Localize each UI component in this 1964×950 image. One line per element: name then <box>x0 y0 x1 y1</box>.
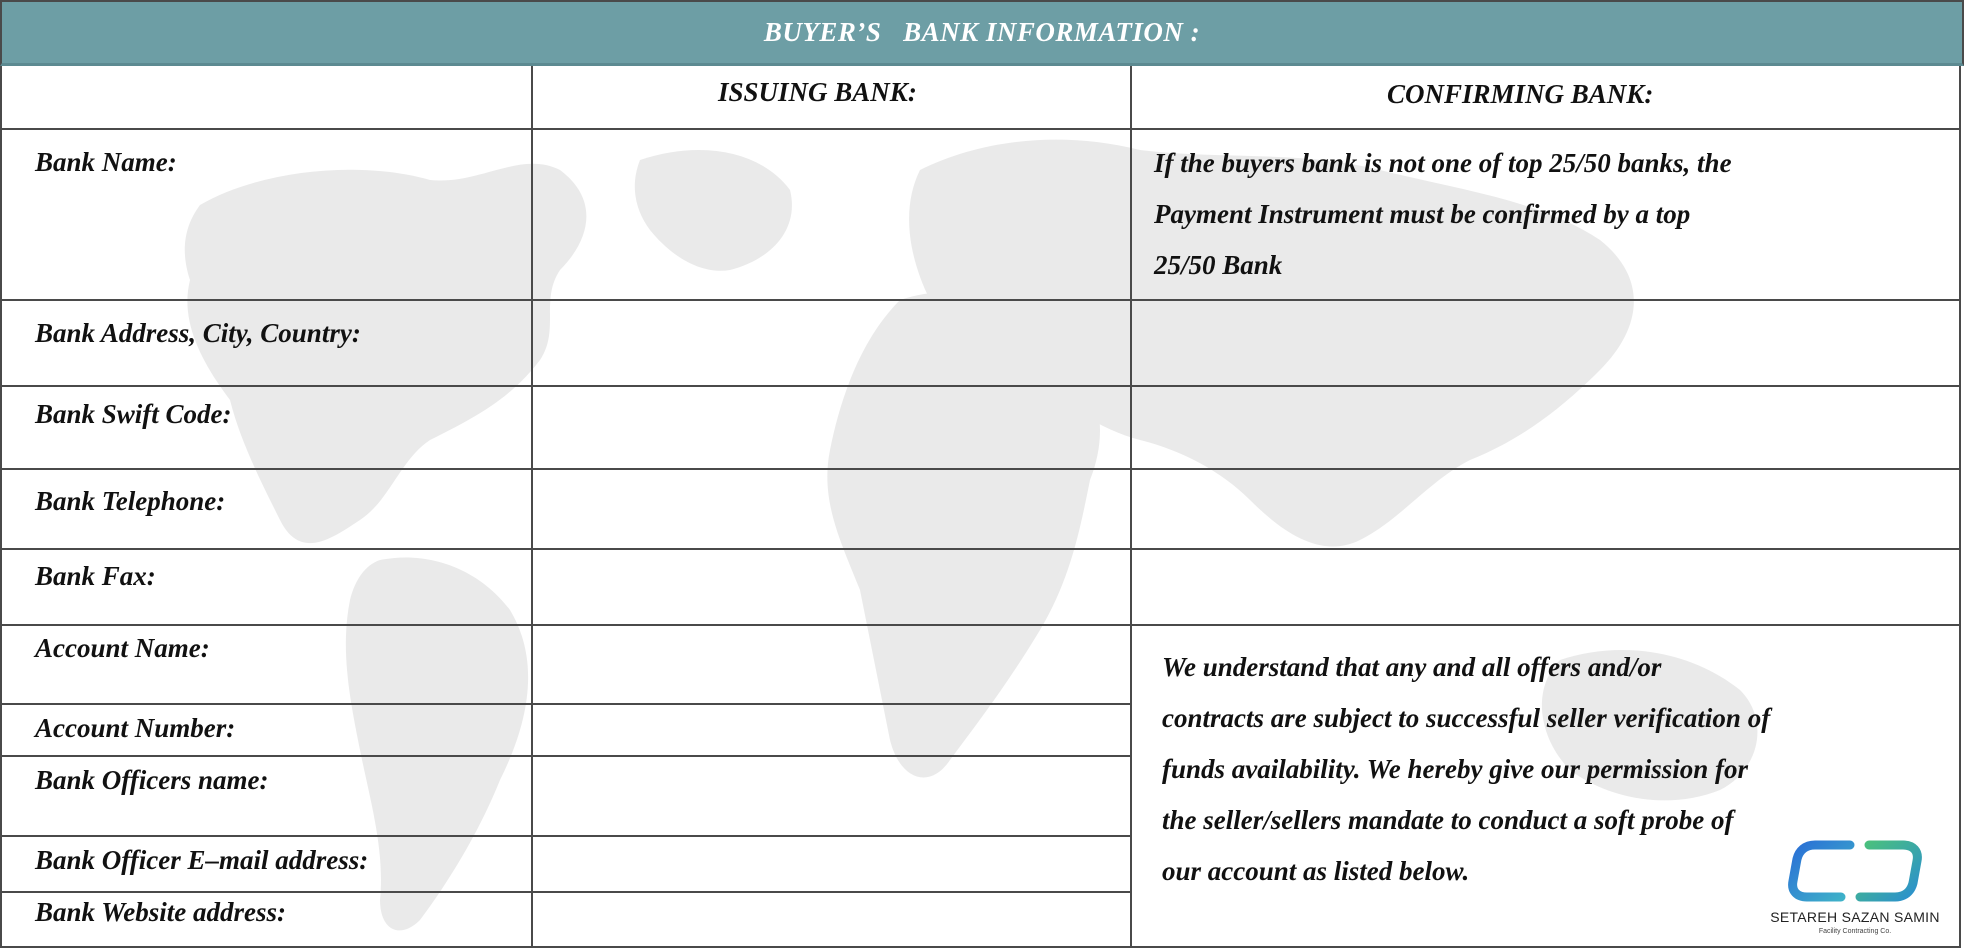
bank-address-label: Bank Address, City, Country: <box>35 318 361 348</box>
statement-line: the seller/sellers mandate to conduct a soft probe of <box>1162 805 1734 835</box>
issuing-bank-header: ISSUING BANK: <box>718 77 917 107</box>
confirming-swift-code-field[interactable] <box>1132 387 1961 470</box>
confirming-bank-header-cell <box>1132 66 1961 130</box>
account-name-label-cell <box>0 626 533 705</box>
account-number-label-cell <box>0 705 533 757</box>
officer-email-field[interactable] <box>533 837 1132 893</box>
statement-line: We understand that any and all offers and/or <box>1162 652 1662 682</box>
fax-label: Bank Fax: <box>35 561 156 591</box>
swift-code-label-cell <box>0 387 533 470</box>
website-label: Bank Website address: <box>35 897 287 927</box>
fax-label-cell <box>0 550 533 626</box>
telephone-label-cell <box>0 470 533 550</box>
statement-line: funds availability. We hereby give our permission for <box>1162 754 1748 784</box>
confirming-note-line: 25/50 Bank <box>1154 250 1283 280</box>
issuing-bank-address-field[interactable] <box>533 301 1132 387</box>
confirming-fax-field[interactable] <box>1132 550 1961 626</box>
telephone-label: Bank Telephone: <box>35 486 226 516</box>
account-number-label: Account Number: <box>35 713 236 743</box>
account-name-label: Account Name: <box>35 633 210 663</box>
officers-name-label: Bank Officers name: <box>35 765 269 795</box>
header-corner-cell <box>0 66 533 130</box>
confirming-bank-header: CONFIRMING BANK: <box>1387 79 1654 109</box>
bank-address-label-cell <box>0 301 533 387</box>
confirming-note-line: If the buyers bank is not one of top 25/50 banks, the <box>1154 148 1732 178</box>
form-title: BUYER’S BANK INFORMATION : <box>0 0 1964 66</box>
bank-name-label-cell <box>0 130 533 301</box>
officers-name-field[interactable] <box>533 757 1132 837</box>
company-logo <box>1755 835 1955 947</box>
issuing-telephone-field[interactable] <box>533 470 1132 550</box>
logo-mark-icon <box>1755 835 1955 905</box>
confirming-bank-address-field[interactable] <box>1132 301 1961 387</box>
officer-email-label: Bank Officer E–mail address: <box>35 845 369 875</box>
statement-line: contracts are subject to successful seller verification of <box>1162 703 1771 733</box>
swift-code-label: Bank Swift Code: <box>35 399 232 429</box>
bank-name-label: Bank Name: <box>35 147 177 177</box>
logo-company-name: SETAREH SAZAN SAMIN <box>1770 909 1940 925</box>
website-field[interactable] <box>533 893 1132 948</box>
website-label-cell <box>0 893 533 948</box>
officer-email-label-cell <box>0 837 533 893</box>
issuing-bank-header-cell <box>533 66 1132 130</box>
account-name-field[interactable] <box>533 626 1132 705</box>
logo-tagline: Facility Contracting Co. <box>1818 928 1892 935</box>
issuing-swift-code-field[interactable] <box>533 387 1132 470</box>
statement-line: our account as listed below. <box>1162 856 1470 886</box>
verification-statement <box>1162 642 1770 897</box>
confirming-note-line: Payment Instrument must be confirmed by a top <box>1154 199 1691 229</box>
issuing-fax-field[interactable] <box>533 550 1132 626</box>
account-number-field[interactable] <box>533 705 1132 757</box>
confirming-note-cell <box>1132 130 1961 301</box>
confirming-telephone-field[interactable] <box>1132 470 1961 550</box>
issuing-bank-name-field[interactable] <box>533 130 1132 301</box>
officers-name-label-cell <box>0 757 533 837</box>
confirming-bank-note <box>1154 138 1732 291</box>
